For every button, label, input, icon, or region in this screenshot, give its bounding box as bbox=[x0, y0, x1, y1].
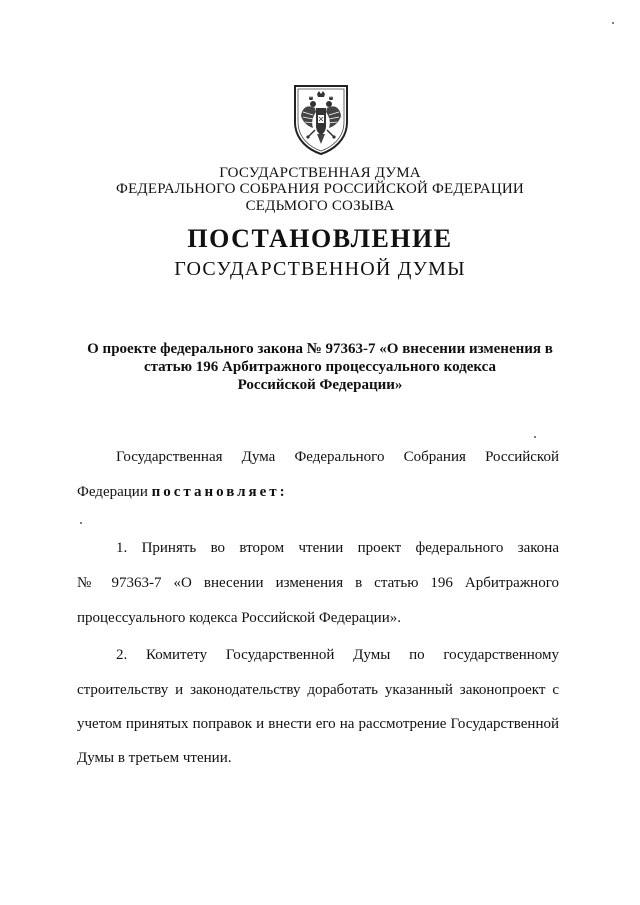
item-1-line-2: № 97363-7 «О внесении изменения в статью 196 Арбитражного bbox=[77, 575, 559, 591]
item-2-line-3: учетом принятых поправок и внести его на рассмотрение Государственной bbox=[77, 716, 559, 732]
document-subtitle: ГОСУДАРСТВЕННОЙ ДУМЫ bbox=[174, 258, 466, 280]
organization-name: ГОСУДАРСТВЕННАЯ ДУМА bbox=[219, 165, 421, 181]
preamble-line-1: Государственная Дума Федерального Собрания Российской bbox=[116, 449, 559, 465]
subject-line-1: О проекте федерального закона № 97363-7 «О внесении изменения в bbox=[87, 341, 553, 357]
item-2-line-4: Думы в третьем чтении. bbox=[77, 750, 232, 766]
organization-full-name: ФЕДЕРАЛЬНОГО СОБРАНИЯ РОССИЙСКОЙ ФЕДЕРАЦИИ bbox=[116, 181, 524, 197]
scan-speck bbox=[612, 22, 614, 24]
preamble-federation: Федерации bbox=[77, 484, 148, 500]
item-2-line-1: 2. Комитету Государственной Думы по государственному bbox=[116, 647, 559, 663]
scan-speck bbox=[80, 522, 82, 524]
subject-line-3: Российской Федерации» bbox=[237, 377, 403, 393]
subject-line-2: статью 196 Арбитражного процессуального кодекса bbox=[143, 359, 497, 375]
document-title: ПОСТАНОВЛЕНИЕ bbox=[187, 224, 453, 253]
item-1-line-3: процессуального кодекса Российской Федерации». bbox=[77, 610, 401, 626]
item-1-line-1: 1. Принять во втором чтении проект федерального закона bbox=[116, 540, 559, 556]
scan-speck bbox=[534, 436, 536, 438]
preamble-decides: постановляет: bbox=[151, 484, 288, 500]
resolution-subject bbox=[60, 340, 580, 394]
item-2-line-2: строительству и законодательству доработать указанный законопроект с bbox=[77, 682, 559, 698]
convocation: СЕДЬМОГО СОЗЫВА bbox=[245, 198, 395, 214]
preamble-line-2 bbox=[77, 484, 288, 501]
coat-of-arms-icon bbox=[289, 82, 353, 156]
